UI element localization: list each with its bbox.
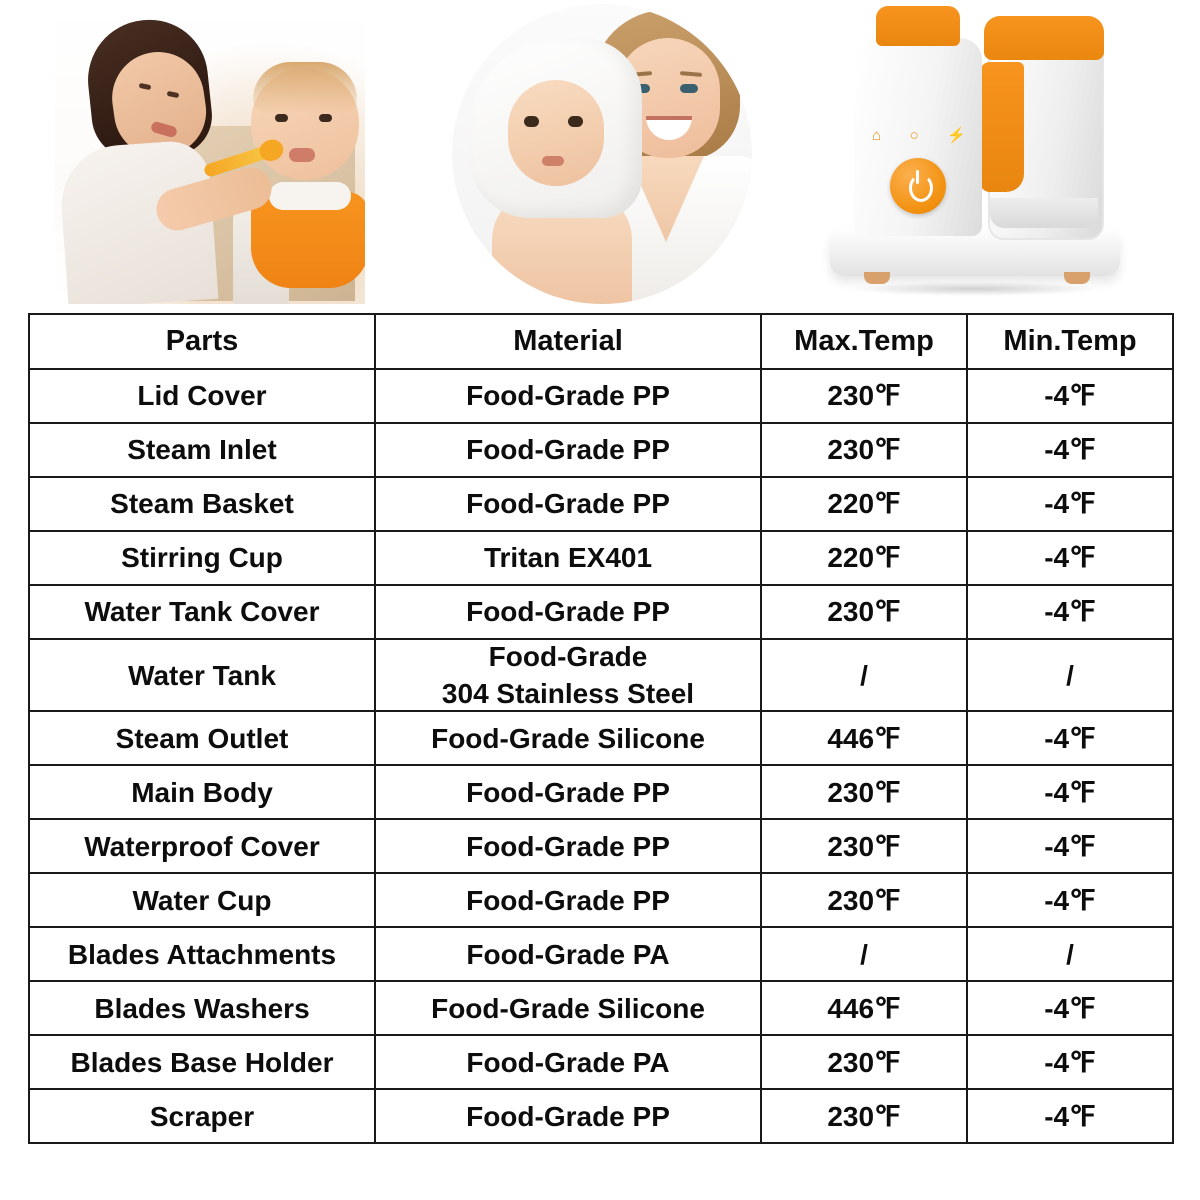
cell-min-temp: -4℉ [967,981,1173,1035]
cell-min-temp: -4℉ [967,369,1173,423]
cell-part: Main Body [29,765,375,819]
cell-part: Steam Basket [29,477,375,531]
steam-lid [876,6,960,46]
cell-material [375,639,761,711]
table-row [29,423,1173,477]
baby-eye-right [319,114,332,122]
cell-max-temp: 230℉ [761,873,967,927]
cell-max-temp: 446℉ [761,981,967,1035]
cell-min-temp: / [967,927,1173,981]
cell-part: Water Cup [29,873,375,927]
cell-material: Tritan EX401 [375,531,761,585]
column-header-min-temp: Min.Temp [967,314,1173,369]
blend-icon: ⚡ [947,127,966,144]
table-row [29,927,1173,981]
cell-min-temp: -4℉ [967,819,1173,873]
cell-material: Food-Grade PP [375,423,761,477]
cell-max-temp: 230℉ [761,1035,967,1089]
power-indicator-icon: ○ [909,127,919,144]
parts-material-temperature-table [28,313,1174,1144]
cell-min-temp: -4℉ [967,1089,1173,1143]
cell-part: Blades Washers [29,981,375,1035]
spec-table-container [28,313,1172,1144]
power-knob[interactable] [890,158,946,214]
material-line-1: Food-Grade [488,641,648,672]
cell-material: Food-Grade Silicone [375,711,761,765]
cell-part: Stirring Cup [29,531,375,585]
baby-hair [253,62,357,114]
table-row [29,639,1173,711]
mother-feeding-baby-photo [55,6,365,304]
cell-part: Steam Inlet [29,423,375,477]
product-foot-right [1064,272,1090,284]
cell-max-temp: / [761,927,967,981]
table-row [29,819,1173,873]
blending-jar-base [990,198,1098,228]
cell-min-temp: -4℉ [967,711,1173,765]
cell-max-temp: 220℉ [761,531,967,585]
cell-max-temp: 230℉ [761,369,967,423]
cell-material: Food-Grade PP [375,477,761,531]
cell-min-temp: -4℉ [967,477,1173,531]
table-row [29,1089,1173,1143]
table-row [29,711,1173,765]
cell-part: Steam Outlet [29,711,375,765]
cell-material: Food-Grade PP [375,585,761,639]
cell-max-temp: 230℉ [761,423,967,477]
table-header-row [29,314,1173,369]
mother-and-baby-towel-photo [452,4,752,304]
cell-min-temp: -4℉ [967,873,1173,927]
cell-material: Food-Grade PP [375,873,761,927]
table-row [29,765,1173,819]
mother-eye-right [680,84,698,93]
jar-handle [980,62,1024,192]
cell-min-temp: -4℉ [967,585,1173,639]
cell-material: Food-Grade PP [375,1089,761,1143]
baby-eye-left [524,116,539,127]
cell-min-temp: -4℉ [967,1035,1173,1089]
cell-material: Food-Grade PA [375,1035,761,1089]
cell-material: Food-Grade Silicone [375,981,761,1035]
cell-max-temp: 220℉ [761,477,967,531]
hero-image-band [0,0,1200,310]
cell-min-temp: / [967,639,1173,711]
bib-collar [269,182,351,210]
baby-food-maker-product-photo [820,0,1140,306]
product-foot-left [864,272,890,284]
table-row [29,1035,1173,1089]
material-line-2: 304 Stainless Steel [441,678,695,710]
table-row [29,585,1173,639]
cell-max-temp: 230℉ [761,819,967,873]
cell-max-temp: 230℉ [761,765,967,819]
control-panel-icons [872,128,966,143]
cell-part: Waterproof Cover [29,819,375,873]
column-header-parts: Parts [29,314,375,369]
cell-max-temp: / [761,639,967,711]
baby-mouth [542,156,564,166]
cell-part: Scraper [29,1089,375,1143]
cell-material: Food-Grade PP [375,819,761,873]
cell-part: Water Tank [29,639,375,711]
table-row [29,369,1173,423]
baby-mouth [289,148,315,162]
cell-material: Food-Grade PA [375,927,761,981]
cell-min-temp: -4℉ [967,423,1173,477]
cell-max-temp: 230℉ [761,585,967,639]
cell-part: Blades Attachments [29,927,375,981]
table-row [29,873,1173,927]
cell-min-temp: -4℉ [967,531,1173,585]
cell-max-temp: 230℉ [761,1089,967,1143]
cell-part: Lid Cover [29,369,375,423]
cell-part: Blades Base Holder [29,1035,375,1089]
column-header-max-temp: Max.Temp [761,314,967,369]
baby-face [508,80,604,186]
table-row [29,981,1173,1035]
steam-icon: ⌂ [872,127,882,144]
jar-lid [984,16,1104,60]
table-row [29,531,1173,585]
cell-material: Food-Grade PP [375,369,761,423]
baby-eye-left [275,114,288,122]
column-header-material: Material [375,314,761,369]
baby-eye-right [568,116,583,127]
cell-material: Food-Grade PP [375,765,761,819]
product-shadow [850,282,1100,296]
cell-max-temp: 446℉ [761,711,967,765]
cell-part: Water Tank Cover [29,585,375,639]
cell-min-temp: -4℉ [967,765,1173,819]
table-row [29,477,1173,531]
